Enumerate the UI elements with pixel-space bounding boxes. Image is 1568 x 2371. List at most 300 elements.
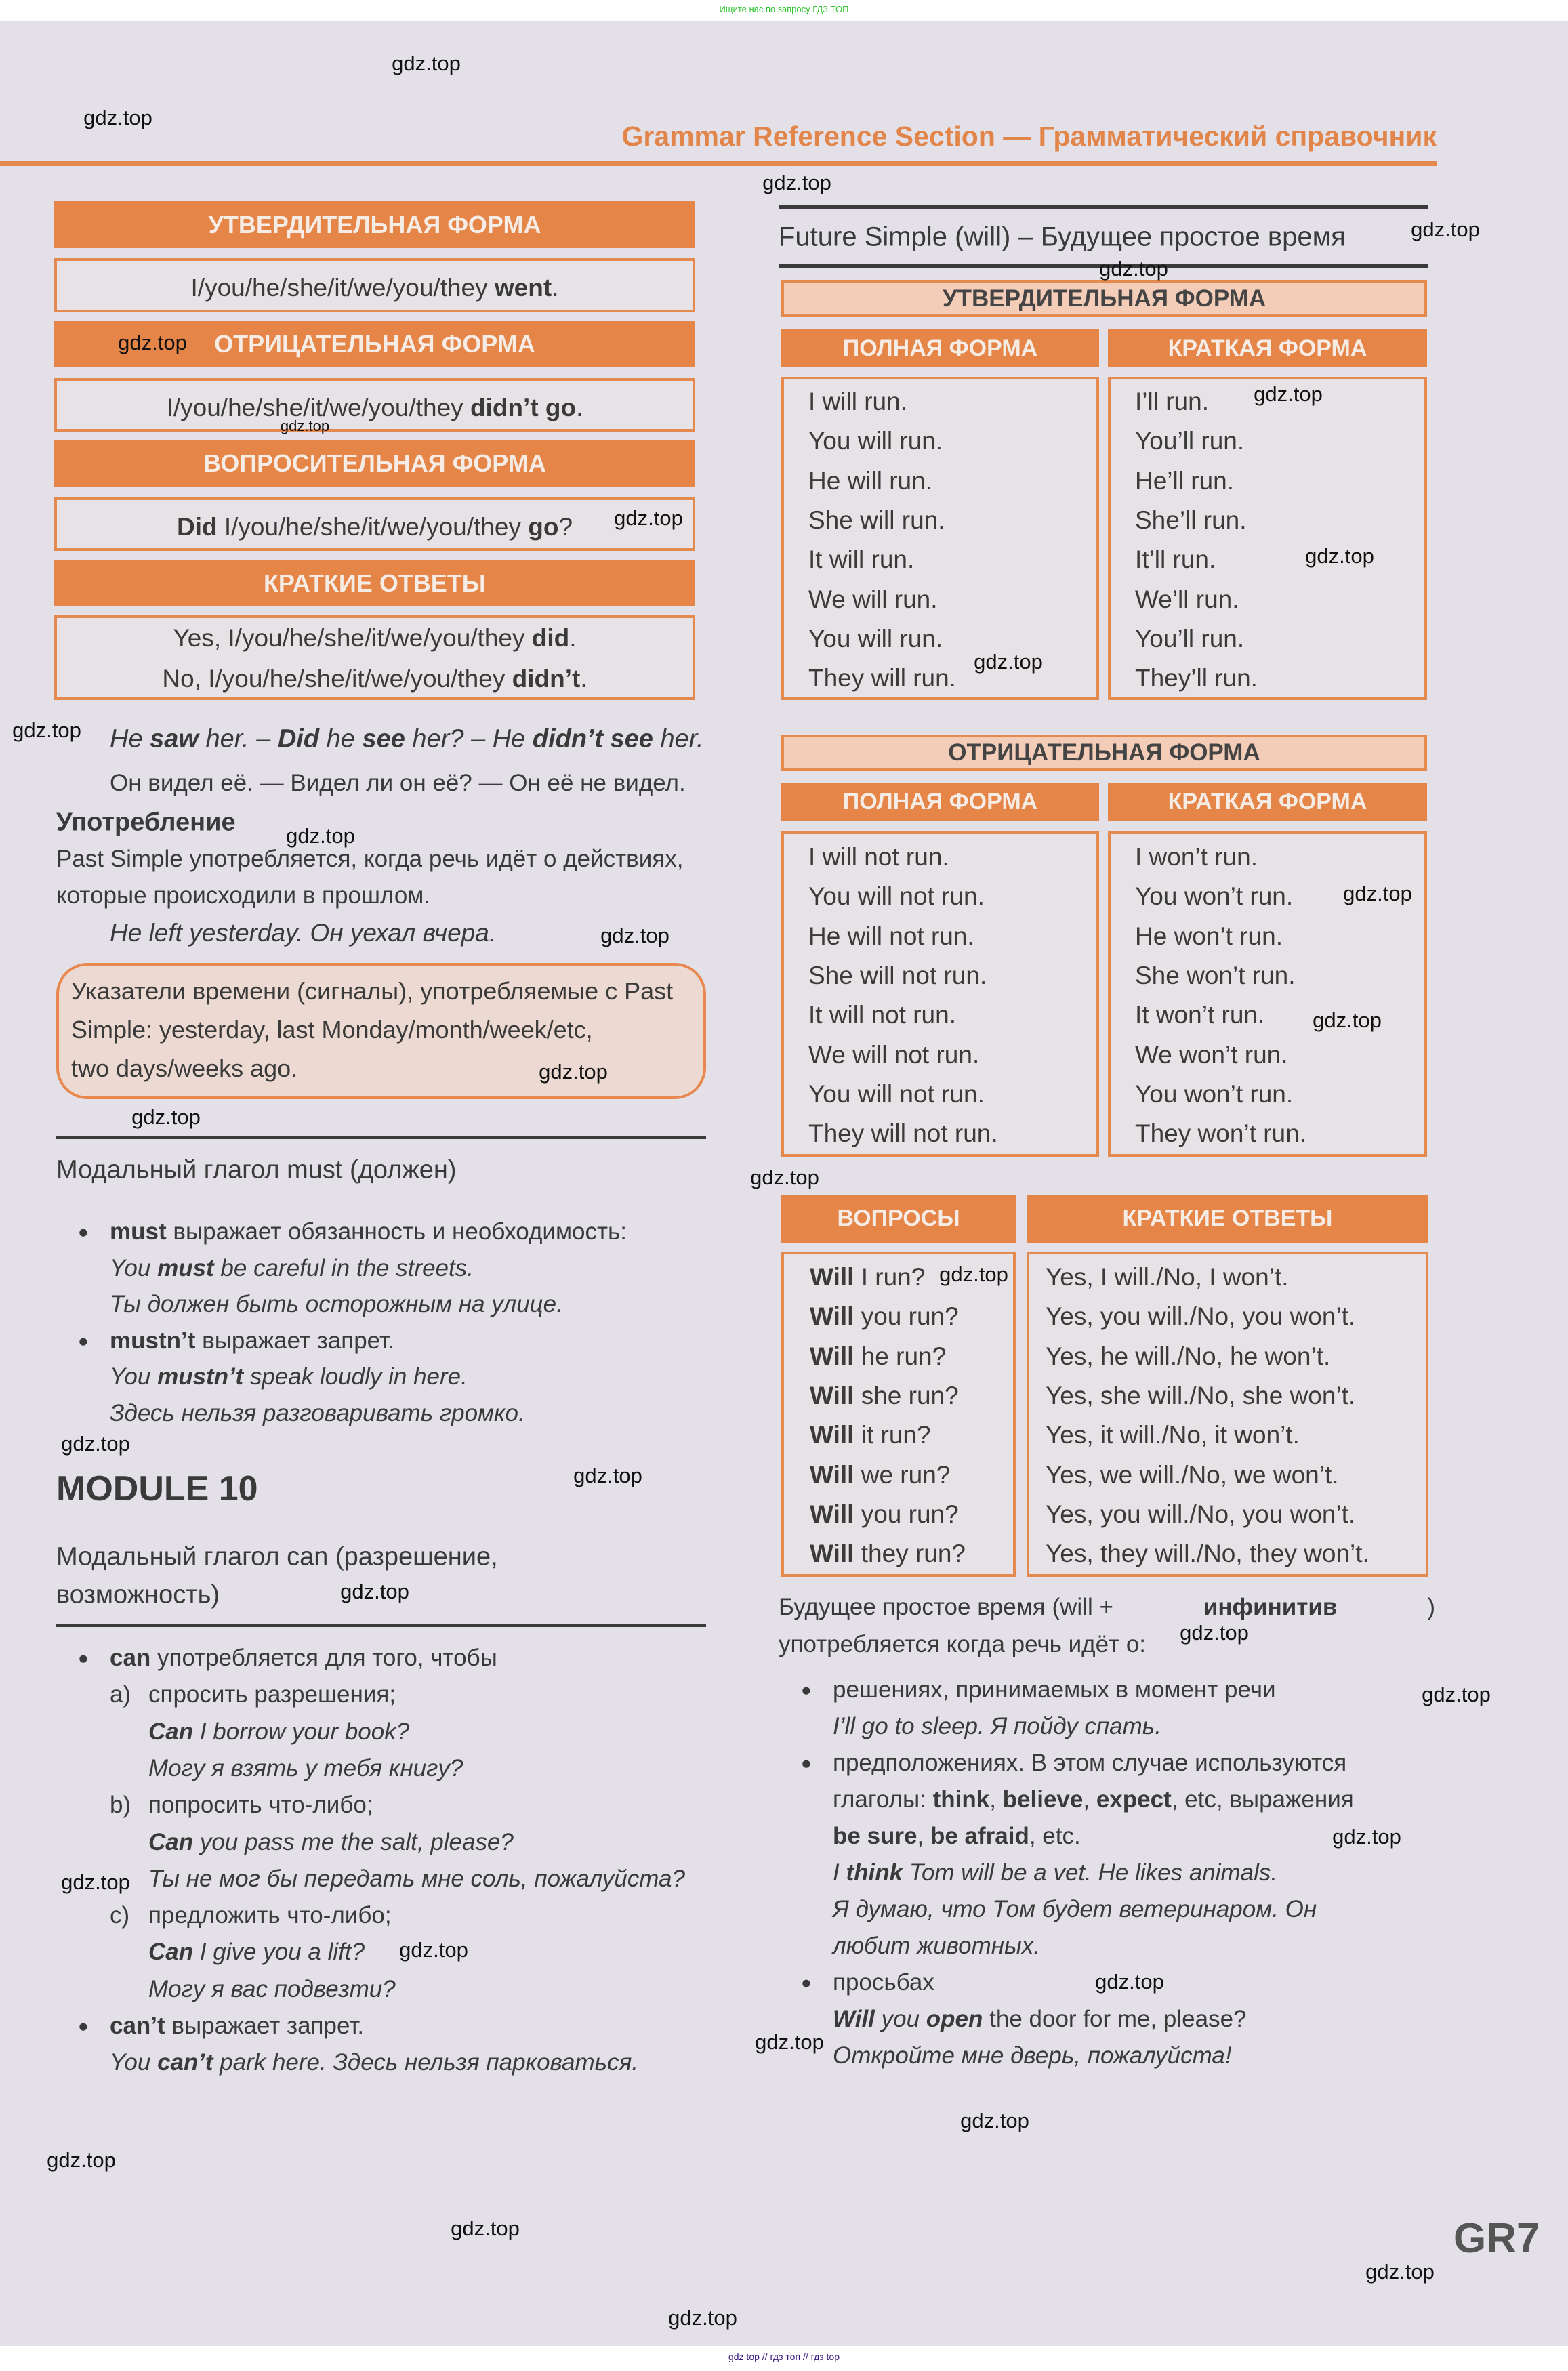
watermark: gdz.top	[1180, 1621, 1249, 1645]
text-segment: Tom will be a vet. He likes animals.	[903, 1859, 1278, 1886]
text-segment: Simple: yesterday, last Monday/month/week/etc,	[71, 1016, 593, 1044]
watermark: gdz.top	[451, 2217, 520, 2240]
list-item	[833, 1896, 1317, 1923]
bullet-icon: ●	[78, 1221, 89, 1242]
text-segment: Yes, it will./No, it won’t.	[1046, 1421, 1300, 1449]
text-segment: You will not run.	[808, 1079, 985, 1108]
text-segment: I give you a lift?	[193, 1939, 365, 1966]
list-item	[110, 1902, 392, 1929]
list-item	[833, 2042, 1232, 2069]
watermark: gdz.top	[399, 1938, 468, 1962]
list-item	[833, 1859, 1277, 1887]
text-segment: Ты должен быть осторожным на улице.	[110, 1291, 563, 1318]
negative-short-box	[1108, 831, 1427, 1157]
text-line	[808, 467, 932, 495]
text-line	[810, 1302, 959, 1331]
text-line	[808, 962, 987, 990]
text-segment: he	[319, 724, 363, 754]
text-line	[56, 1543, 498, 1572]
text-segment: He will not run.	[808, 922, 974, 950]
text-line	[1135, 388, 1209, 416]
text-line	[1135, 545, 1216, 574]
text-segment: didn’t	[512, 665, 581, 693]
text-segment: her. –	[198, 724, 278, 754]
text-segment: You will run.	[808, 427, 943, 455]
watermark: gdz.top	[392, 51, 461, 75]
section-divider	[56, 1136, 706, 1139]
list-item	[110, 1363, 468, 1390]
text-segment: выражает обязанность и необходимость:	[166, 1218, 627, 1245]
answers-box	[1027, 1252, 1428, 1577]
text-segment: Употребление	[56, 808, 236, 837]
questions-header: ВОПРОСЫ	[781, 1195, 1016, 1243]
text-segment: must	[110, 1218, 167, 1245]
list-letter: c)	[110, 1902, 130, 1929]
text-line	[810, 1382, 959, 1410]
text-segment: любит животных.	[833, 1933, 1040, 1959]
question-form-box	[54, 497, 695, 551]
text-segment: He	[110, 724, 150, 754]
text-segment: Yes, he will./No, he won’t.	[1046, 1342, 1331, 1370]
text-segment: Will	[810, 1381, 854, 1409]
short-form-header: КРАТКАЯ ФОРМА	[1108, 329, 1427, 367]
text-segment: )	[1427, 1594, 1435, 1620]
text-line	[56, 808, 236, 838]
short-answers-box	[54, 615, 695, 700]
watermark: gdz.top	[1313, 1008, 1382, 1032]
text-segment: Указатели времени (сигналы), употребляемые с Past	[71, 977, 674, 1005]
text-segment: Yes, I/you/he/she/it/we/you/they	[173, 624, 532, 652]
text-segment: Ты не мог бы передать мне соль, пожалуйста?	[148, 1865, 685, 1892]
text-segment: They’ll run.	[1135, 664, 1258, 693]
text-segment: see	[362, 724, 405, 754]
text-segment: ,	[989, 1786, 1003, 1813]
text-segment: I will run.	[808, 388, 907, 415]
text-segment: believe	[1002, 1786, 1084, 1813]
text-line	[57, 394, 693, 422]
text-line	[808, 843, 949, 871]
text-line	[810, 1421, 931, 1449]
watermark: gdz.top	[974, 650, 1043, 674]
text-segment: Did	[277, 724, 320, 754]
text-line	[56, 846, 683, 873]
text-segment: Will	[810, 1500, 854, 1528]
list-item	[833, 1933, 1040, 1960]
text-line	[779, 222, 1346, 253]
text-segment: Yes, you will./No, you won’t.	[1046, 1500, 1356, 1528]
text-segment: Я думаю, что Том будет ветеринаром. Он	[833, 1896, 1317, 1922]
text-segment: be sure	[833, 1823, 917, 1849]
text-segment: просьбах	[833, 1969, 934, 1996]
text-segment: выражает запрет.	[195, 1327, 394, 1354]
text-segment: Past Simple употребляется, когда речь идёт о действиях,	[56, 846, 684, 872]
section-header-title: Grammar Reference Section — Грамматический справочник	[621, 121, 1437, 152]
bullet-icon: ●	[801, 1679, 812, 1700]
text-segment: Future Simple (will) – Будущее простое время	[779, 222, 1346, 252]
text-segment: решениях, принимаемых в момент речи	[833, 1676, 1276, 1703]
watermark: gdz.top	[61, 1432, 130, 1456]
text-segment: I borrow your book?	[193, 1718, 410, 1745]
section-divider	[56, 1624, 706, 1627]
text-segment: I/you/he/she/it/we/you/they	[217, 513, 529, 541]
text-segment: can’t	[157, 2049, 213, 2076]
list-item	[801, 1750, 1347, 1777]
text-line	[57, 274, 693, 302]
text-segment: it run?	[854, 1421, 931, 1449]
text-segment: I will not run.	[808, 843, 949, 871]
text-line	[808, 427, 943, 455]
text-segment: .	[569, 624, 577, 652]
text-segment: the door for me, please?	[983, 2006, 1247, 2032]
text-segment: saw	[150, 724, 199, 754]
text-segment: Yes, we will./No, we won’t.	[1046, 1460, 1339, 1489]
text-segment: her? – He	[405, 724, 533, 754]
list-item	[110, 1291, 563, 1318]
watermark: gdz.top	[280, 417, 330, 434]
text-line	[57, 665, 693, 693]
watermark: gdz.top	[539, 1060, 608, 1084]
text-segment: Модальный глагол can (разрешение,	[56, 1542, 498, 1571]
text-line	[808, 585, 938, 614]
text-segment: .	[576, 394, 583, 421]
text-segment: mustn’t	[110, 1327, 196, 1354]
text-segment: Откройте мне дверь, пожалуйста!	[833, 2042, 1232, 2069]
short-form-header: КРАТКАЯ ФОРМА	[1108, 783, 1427, 821]
list-item	[833, 1713, 1161, 1740]
text-line	[1046, 1263, 1289, 1292]
watermark: gdz.top	[762, 171, 831, 194]
text-line	[71, 1054, 297, 1083]
text-segment: We will not run.	[808, 1040, 980, 1069]
list-item	[78, 2013, 365, 2040]
text-line	[1046, 1540, 1369, 1568]
watermark: gdz.top	[668, 2306, 737, 2330]
list-letter: b)	[110, 1792, 131, 1819]
text-line	[110, 919, 496, 947]
full-form-header: ПОЛНАЯ ФОРМА	[781, 329, 1099, 367]
text-segment: can	[110, 1645, 151, 1671]
list-item	[110, 1400, 525, 1427]
footer-note: gdz top // гдз топ // гдз top	[728, 2351, 840, 2362]
text-segment: speak loudly in here.	[243, 1363, 468, 1390]
future-affirmative-header: УТВЕРДИТЕЛЬНАЯ ФОРМА	[781, 280, 1427, 317]
list-item	[833, 2006, 1247, 2033]
watermark: gdz.top	[1343, 882, 1412, 905]
page-number: GR7	[1453, 2215, 1540, 2262]
text-segment: she run?	[854, 1381, 959, 1409]
text-segment: You	[110, 2049, 158, 2076]
watermark: gdz.top	[600, 924, 669, 947]
text-segment: I/you/he/she/it/we/you/they	[166, 394, 470, 421]
top-search-note: Ищите нас по запросу ГДЗ ТОП	[719, 4, 849, 14]
text-line	[1135, 1041, 1288, 1069]
text-segment: he run?	[854, 1342, 947, 1370]
text-segment: ,	[917, 1823, 930, 1849]
text-segment: They will run.	[808, 664, 956, 693]
text-segment: you pass me the salt, please?	[193, 1828, 514, 1855]
text-line	[1135, 1119, 1306, 1148]
text-line	[808, 545, 914, 574]
text-segment: She’ll run.	[1135, 506, 1247, 534]
text-segment: MODULE 10	[56, 1469, 258, 1508]
text-segment: You will not run.	[808, 882, 985, 911]
text-segment: her.	[653, 724, 704, 754]
list-item	[801, 1676, 1276, 1704]
text-line	[808, 625, 943, 653]
watermark: gdz.top	[286, 824, 355, 848]
text-segment: глаголы:	[833, 1786, 933, 1813]
text-segment: которые происходили в прошлом.	[56, 882, 431, 909]
watermark: gdz.top	[614, 506, 683, 530]
text-segment: .	[580, 665, 587, 693]
text-line	[1135, 1080, 1293, 1109]
text-segment: No, I/you/he/she/it/we/you/they	[162, 665, 512, 693]
text-line	[808, 922, 974, 951]
text-segment: You won’t run.	[1135, 1079, 1294, 1108]
watermark: gdz.top	[12, 718, 81, 742]
text-segment: Can	[148, 1718, 194, 1745]
text-segment: употребляется когда речь идёт о:	[779, 1631, 1147, 1657]
text-segment: It won’t run.	[1135, 1001, 1265, 1029]
text-line	[56, 1156, 457, 1185]
list-item	[110, 2049, 638, 2076]
text-line	[110, 725, 704, 754]
affirmative-full-box	[781, 377, 1099, 700]
text-segment: You	[110, 1254, 158, 1281]
text-line	[779, 1594, 1435, 1621]
text-segment: Will	[833, 2006, 875, 2032]
text-segment: didn’t see	[532, 724, 653, 754]
negative-full-box	[781, 831, 1099, 1157]
questions-box	[781, 1252, 1016, 1577]
text-segment: You’ll run.	[1135, 624, 1245, 653]
text-segment: went	[494, 274, 552, 302]
bullet-icon: ●	[78, 1330, 89, 1351]
text-line	[808, 388, 907, 416]
text-segment: Yes, they will./No, they won’t.	[1046, 1540, 1369, 1568]
text-segment: Can	[148, 1828, 194, 1855]
text-line	[810, 1461, 950, 1489]
text-segment: He’ll run.	[1135, 466, 1234, 495]
text-segment: I/you/he/she/it/we/you/they	[190, 274, 495, 302]
text-segment: Здесь нельзя разговаривать громко.	[110, 1400, 525, 1426]
text-segment: It will not run.	[808, 1001, 956, 1029]
text-line	[779, 1631, 1435, 1658]
text-segment: I run?	[854, 1263, 926, 1291]
watermark: gdz.top	[750, 1166, 819, 1189]
text-segment: She won’t run.	[1135, 961, 1296, 989]
list-item	[110, 1792, 373, 1819]
text-segment: Will	[810, 1263, 854, 1291]
watermark: gdz.top	[1099, 257, 1168, 281]
header-divider	[0, 161, 1437, 166]
watermark: gdz.top	[1332, 1825, 1401, 1849]
text-line	[1135, 664, 1258, 693]
watermark: gdz.top	[1411, 218, 1480, 241]
text-line	[810, 1500, 959, 1529]
text-segment: You will run.	[808, 624, 943, 653]
text-segment: you	[874, 2006, 926, 2032]
text-line	[1135, 922, 1283, 951]
text-segment: It will run.	[808, 545, 915, 574]
affirmative-short-box	[1108, 377, 1427, 700]
text-line	[808, 1041, 979, 1069]
text-segment: She will run.	[808, 506, 945, 534]
list-item	[78, 1218, 627, 1245]
text-segment: park here. Здесь нельзя парковаться.	[213, 2049, 638, 2076]
text-segment: must	[157, 1254, 214, 1281]
text-segment: you run?	[854, 1500, 959, 1528]
text-line	[1135, 506, 1247, 535]
text-line	[57, 624, 693, 653]
bullet-icon: ●	[78, 1647, 89, 1668]
text-segment: You	[110, 1363, 158, 1390]
text-segment: You won’t run.	[1135, 882, 1294, 911]
short-answers-header: КРАТКИЕ ОТВЕТЫ	[1027, 1195, 1428, 1243]
text-line	[1135, 962, 1296, 990]
text-segment: He won’t run.	[1135, 922, 1283, 950]
text-segment: open	[926, 2006, 983, 2032]
watermark: gdz.top	[83, 106, 152, 129]
watermark: gdz.top	[1254, 382, 1323, 406]
watermark: gdz.top	[1305, 544, 1374, 568]
watermark: gdz.top	[939, 1262, 1008, 1286]
list-item	[110, 1681, 396, 1708]
text-line	[810, 1342, 946, 1371]
text-segment: they run?	[854, 1540, 966, 1568]
bullet-icon: ●	[801, 1972, 812, 1993]
text-segment: употребляется для того, чтобы	[150, 1645, 497, 1671]
text-line	[1135, 1001, 1264, 1029]
text-segment: спросить разрешения;	[148, 1681, 396, 1708]
text-line	[808, 1119, 998, 1148]
text-line	[808, 882, 985, 911]
future-negative-header: ОТРИЦАТЕЛЬНАЯ ФОРМА	[781, 735, 1427, 771]
list-item	[801, 1969, 934, 1996]
list-item	[78, 1645, 497, 1672]
text-segment: think	[932, 1786, 990, 1813]
list-item	[148, 1755, 463, 1782]
text-segment: We’ll run.	[1135, 585, 1239, 613]
text-segment: Могу я взять у тебя книгу?	[148, 1754, 463, 1781]
text-segment: She will not run.	[808, 961, 987, 989]
text-segment: Will	[810, 1540, 854, 1568]
text-segment: предположениях. В этом случае используются	[833, 1750, 1347, 1776]
text-line	[1046, 1382, 1355, 1410]
text-segment: we run?	[854, 1460, 951, 1489]
watermark: gdz.top	[1422, 1683, 1491, 1706]
text-segment: возможность)	[56, 1580, 220, 1609]
text-segment: I’ll run.	[1135, 388, 1209, 415]
text-line	[1046, 1500, 1355, 1529]
watermark: gdz.top	[960, 2109, 1029, 2132]
text-segment: mustn’t	[157, 1363, 244, 1390]
text-line	[57, 513, 693, 541]
watermark: gdz.top	[61, 1870, 130, 1894]
watermark: gdz.top	[131, 1105, 201, 1129]
list-item	[110, 1255, 474, 1282]
watermark: gdz.top	[755, 2030, 824, 2054]
text-segment: Will	[810, 1421, 854, 1449]
text-line	[56, 1581, 220, 1610]
bullet-icon: ●	[78, 2015, 89, 2036]
text-line	[56, 1468, 258, 1509]
text-segment: Модальный глагол must (должен)	[56, 1155, 457, 1184]
text-segment: Yes, I will./No, I won’t.	[1046, 1263, 1289, 1291]
text-segment: ?	[558, 513, 573, 541]
bullet-icon: ●	[801, 1752, 812, 1773]
text-segment: They will not run.	[808, 1119, 998, 1148]
list-item	[148, 1829, 514, 1856]
list-item	[833, 1786, 1354, 1813]
watermark: gdz.top	[1365, 2260, 1435, 2284]
text-segment: Did	[176, 513, 218, 541]
text-segment: It’ll run.	[1135, 545, 1216, 574]
text-line	[1135, 427, 1244, 455]
list-letter: a)	[110, 1681, 131, 1708]
text-line	[56, 882, 430, 909]
text-line	[808, 506, 945, 535]
text-line	[810, 1263, 925, 1292]
text-segment: be afraid	[930, 1823, 1029, 1849]
text-segment: Can	[148, 1939, 194, 1966]
text-segment: He left yesterday. Он уехал вчера.	[110, 919, 497, 947]
text-segment: Могу я вас подвезти?	[148, 1975, 396, 2002]
text-segment: инфинитив	[1203, 1594, 1338, 1620]
text-line	[808, 1080, 985, 1109]
list-item	[833, 1823, 1081, 1850]
text-line	[1046, 1342, 1330, 1371]
watermark: gdz.top	[340, 1580, 409, 1603]
list-item	[148, 1718, 409, 1746]
text-segment: Будущее простое время (will +	[779, 1594, 1113, 1620]
text-segment: I	[833, 1859, 846, 1886]
text-segment: Он видел её. — Видел ли он её? — Он её не видел.	[110, 770, 686, 796]
full-form-header: ПОЛНАЯ ФОРМА	[781, 783, 1099, 821]
text-line	[110, 770, 686, 797]
text-segment: be careful in the streets.	[213, 1254, 474, 1281]
text-segment: We won’t run.	[1135, 1040, 1288, 1069]
text-segment: попросить что-либо;	[148, 1792, 373, 1819]
watermark: gdz.top	[47, 2148, 116, 2172]
text-line	[810, 1540, 966, 1568]
negative-form-box	[54, 378, 695, 432]
text-segment: Will	[810, 1302, 854, 1331]
text-line	[1046, 1421, 1300, 1449]
text-segment: you run?	[854, 1302, 959, 1331]
text-segment: Will	[810, 1460, 854, 1489]
text-segment: go	[528, 513, 559, 541]
text-segment: , etc, выражения	[1171, 1786, 1354, 1813]
question-form-header: ВОПРОСИТЕЛЬНАЯ ФОРМА	[54, 440, 695, 487]
text-line	[1046, 1461, 1339, 1489]
text-segment: I won’t run.	[1135, 843, 1258, 871]
negative-form-header: ОТРИЦАТЕЛЬНАЯ ФОРМА	[54, 321, 695, 367]
text-line	[1135, 843, 1258, 871]
text-segment: did	[531, 624, 570, 652]
text-segment: I’ll go to sleep. Я пойду спать.	[833, 1713, 1161, 1739]
text-line	[1135, 625, 1244, 653]
text-segment: .	[552, 274, 559, 302]
text-line	[71, 1016, 593, 1044]
short-answers-header: КРАТКИЕ ОТВЕТЫ	[54, 560, 695, 606]
text-line	[808, 1001, 956, 1029]
text-line	[808, 664, 956, 693]
text-line	[71, 977, 673, 1006]
affirmative-form-box	[54, 258, 695, 312]
text-segment: didn’t go	[470, 394, 577, 421]
list-item	[148, 1939, 365, 1966]
